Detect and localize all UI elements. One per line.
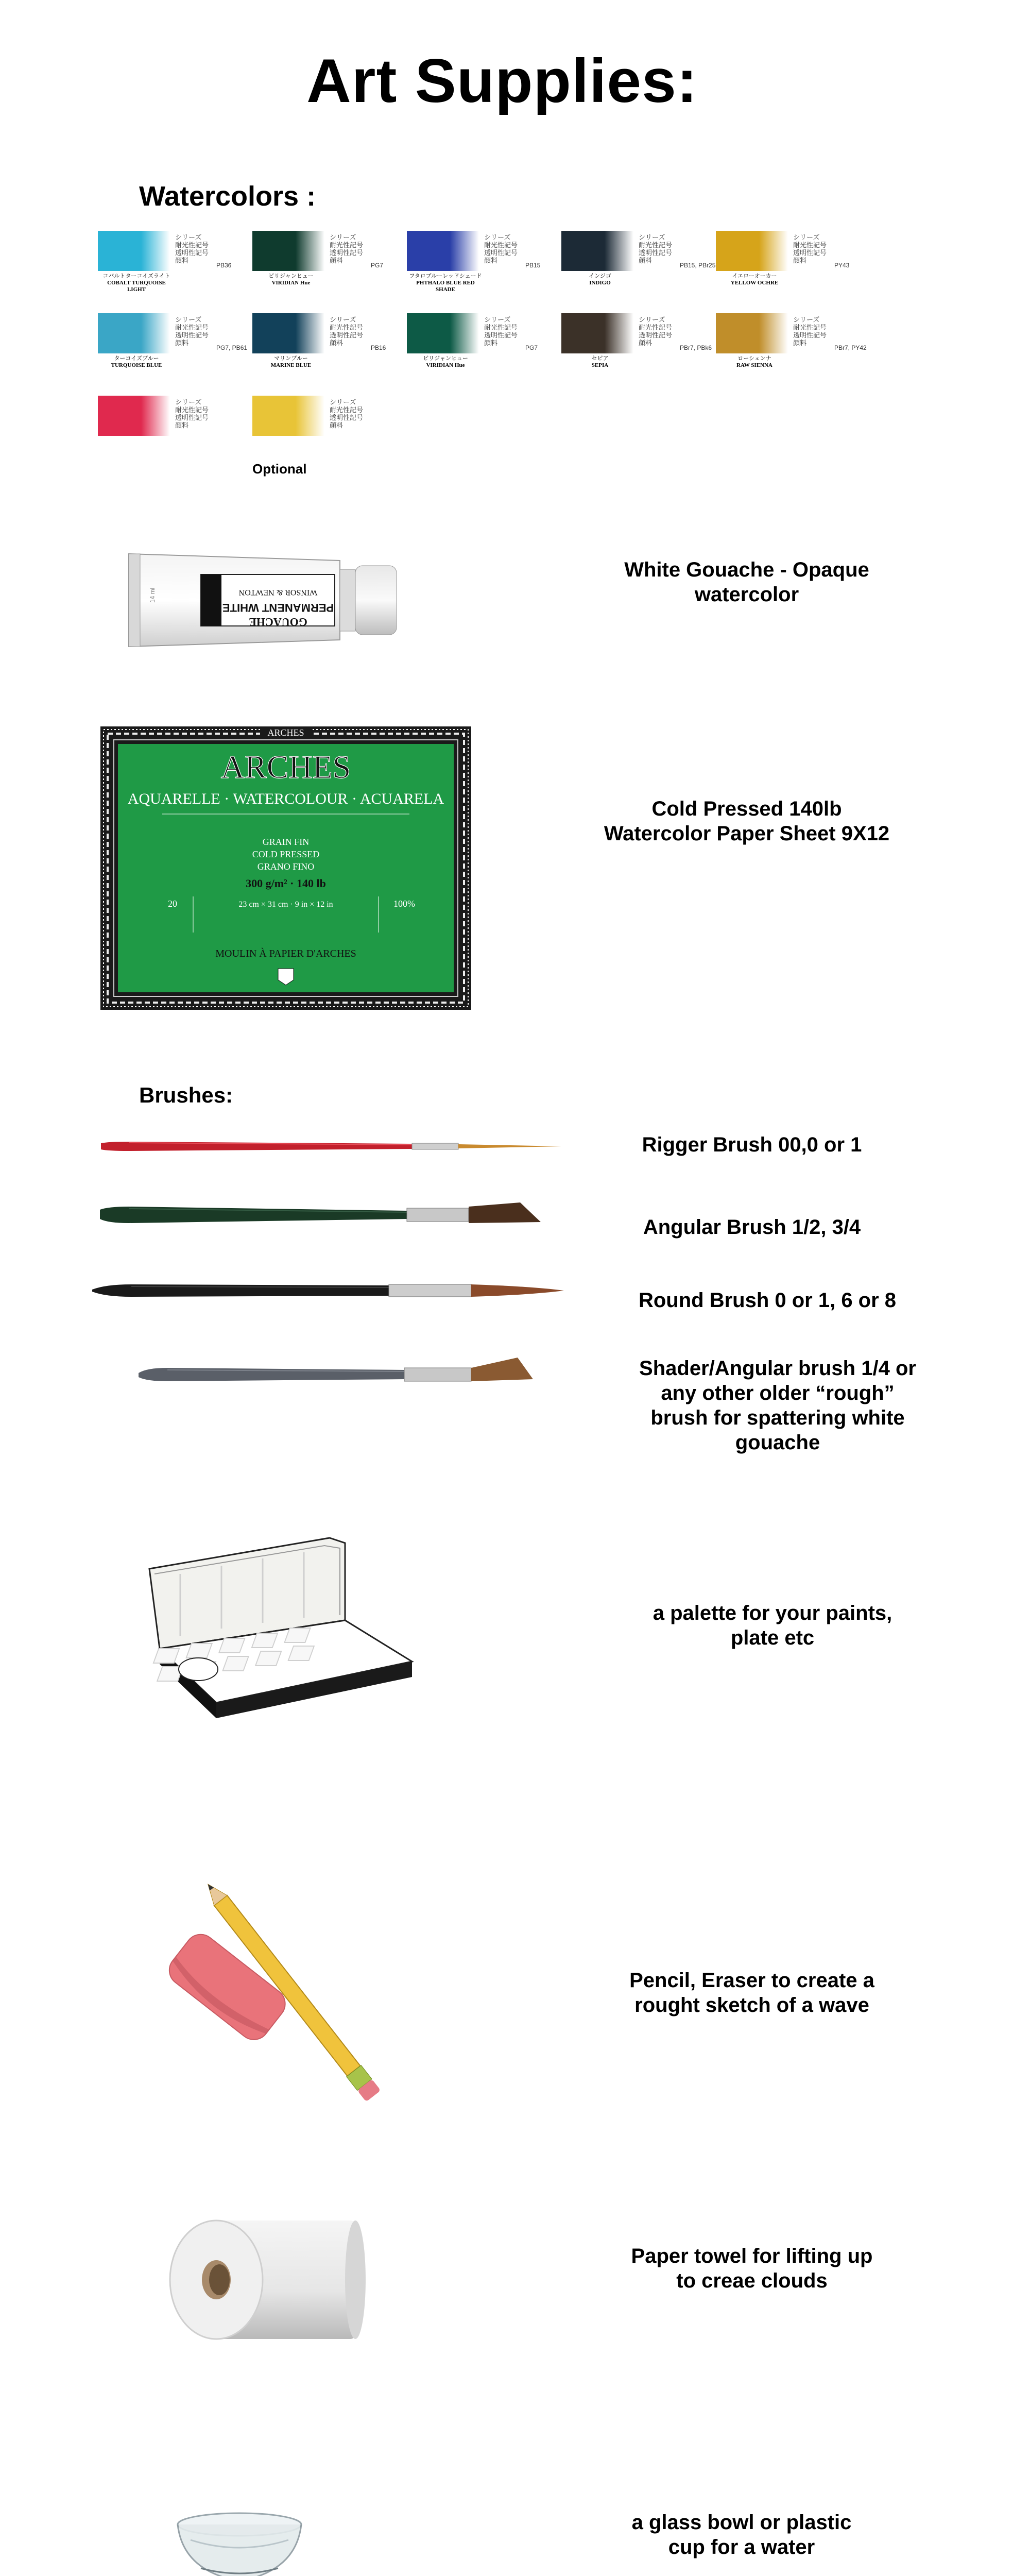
swatch-name: マリンブルー MARINE BLUE xyxy=(270,355,312,368)
arches-weight: 300 g/m² · 140 lb xyxy=(246,877,326,890)
arches-maker: MOULIN À PAPIER D'ARCHES xyxy=(215,948,356,959)
paint-swatch xyxy=(716,231,788,271)
pigment-code: PB36 xyxy=(216,262,232,269)
watercolor-swatch-grid xyxy=(98,231,922,447)
pigment-code: PB15 xyxy=(525,262,541,269)
gouache-size: 14 ml xyxy=(149,587,156,603)
paint-swatch xyxy=(716,313,788,353)
label-line: Shader/Angular brush 1/4 or xyxy=(639,1357,916,1380)
label-line: brush for spattering white xyxy=(650,1406,905,1429)
watercolor-swatch xyxy=(98,313,268,375)
item-label-paper-towel xyxy=(546,2244,958,2293)
label-line: Cold Pressed 140lb xyxy=(651,798,842,820)
swatch-name: ターコイズブルー TURQUOISE BLUE xyxy=(111,355,162,368)
gouache-line: GOUACHE xyxy=(249,616,307,629)
paint-swatch xyxy=(98,313,170,353)
swatch-meta: シリーズ 耐光性記号 透明性記号 顔料 xyxy=(793,234,827,265)
pigment-code: PG7, PB61 xyxy=(216,344,248,351)
arches-brand: ARCHES xyxy=(220,749,351,785)
swatch-meta: シリーズ 耐光性記号 透明性記号 顔料 xyxy=(484,316,518,347)
rigger-brush-image xyxy=(98,1133,561,1159)
watercolor-swatch xyxy=(252,396,422,457)
angular-brush-image xyxy=(98,1195,546,1236)
glass-bowl-image xyxy=(170,2509,309,2576)
label-line: cup for a water xyxy=(668,2536,815,2558)
paint-swatch xyxy=(98,396,170,436)
swatch-name: イエローオーカー YELLOW OCHRE xyxy=(730,273,779,286)
palette-image xyxy=(139,1533,417,1728)
paper-towel-image xyxy=(165,2215,366,2349)
optional-label: Optional xyxy=(252,461,307,477)
paint-swatch xyxy=(98,231,170,271)
swatch-meta: シリーズ 耐光性記号 透明性記号 顔料 xyxy=(484,234,518,265)
section-heading-watercolors: Watercolors : xyxy=(139,181,316,212)
paint-swatch xyxy=(252,313,324,353)
label-line: Pencil, Eraser to create a xyxy=(629,1969,874,1992)
swatch-meta: シリーズ 耐光性記号 透明性記号 顔料 xyxy=(639,234,673,265)
paint-swatch xyxy=(561,231,633,271)
gouache-color-name: PERMANENT WHITE xyxy=(222,601,334,614)
item-label-palette xyxy=(587,1601,958,1650)
label-line: Watercolor Paper Sheet 9X12 xyxy=(604,822,890,845)
pigment-code: PBr7, PBk6 xyxy=(680,344,712,351)
arches-sheets: 20 xyxy=(168,899,177,909)
brush-label-round xyxy=(592,1288,942,1313)
item-label-pencil xyxy=(546,1968,958,2018)
watercolor-swatch xyxy=(561,231,731,293)
arches-subtitle: AQUARELLE · WATERCOLOUR · ACUARELA xyxy=(127,790,444,807)
arches-grain-3: GRANO FINO xyxy=(257,861,315,872)
pigment-code: PB15, PBr25 xyxy=(680,262,716,269)
label-line: a glass bowl or plastic xyxy=(631,2511,852,2534)
paint-swatch xyxy=(407,231,479,271)
label-line: watercolor xyxy=(694,583,799,606)
watercolor-swatch xyxy=(561,313,731,375)
swatch-name: ローシェンナ RAW SIENNA xyxy=(736,355,772,368)
shader-brush-image xyxy=(136,1352,538,1394)
watercolor-swatch xyxy=(716,313,886,375)
swatch-meta: シリーズ 耐光性記号 透明性記号 顔料 xyxy=(330,234,364,265)
label-line: plate etc xyxy=(730,1626,815,1649)
swatch-meta: シリーズ 耐光性記号 透明性記号 顔料 xyxy=(330,399,364,430)
swatch-meta: シリーズ 耐光性記号 透明性記号 顔料 xyxy=(639,316,673,347)
label-line: gouache xyxy=(735,1431,820,1454)
brush-label-shader xyxy=(592,1356,963,1455)
arches-top-label: ARCHES xyxy=(267,727,304,738)
label-line: to creae clouds xyxy=(676,2269,828,2292)
arches-grain-1: GRAIN FIN xyxy=(262,837,310,847)
swatch-name: セピア SEPIA xyxy=(591,355,609,368)
paint-swatch xyxy=(252,231,324,271)
label-line: Rigger Brush 00,0 or 1 xyxy=(642,1133,862,1156)
pigment-code: PY43 xyxy=(834,262,850,269)
swatch-name: コバルトターコイズライト COBALT TURQUOISE LIGHT xyxy=(102,273,170,293)
watercolor-swatch xyxy=(716,231,886,293)
swatch-name: インジゴ INDIGO xyxy=(589,273,611,286)
section-heading-brushes: Brushes: xyxy=(139,1083,233,1107)
swatch-meta: シリーズ 耐光性記号 透明性記号 顔料 xyxy=(793,316,827,347)
swatch-meta: シリーズ 耐光性記号 透明性記号 顔料 xyxy=(175,234,209,265)
watercolor-swatch xyxy=(98,396,268,457)
pigment-code: PBr7, PY42 xyxy=(834,344,867,351)
item-label-arches xyxy=(536,796,958,846)
arches-size: 23 cm × 31 cm · 9 in × 12 in xyxy=(238,900,333,909)
arches-grain-2: COLD PRESSED xyxy=(252,849,320,859)
label-line: Angular Brush 1/2, 3/4 xyxy=(643,1216,861,1239)
pigment-code: PG7 xyxy=(371,262,384,269)
paint-swatch xyxy=(561,313,633,353)
label-line: rought sketch of a wave xyxy=(634,1994,869,2016)
swatch-meta: シリーズ 耐光性記号 透明性記号 顔料 xyxy=(175,399,209,430)
page-title: Art Supplies: xyxy=(306,46,698,115)
label-line: White Gouache - Opaque xyxy=(624,558,869,581)
watercolor-swatch xyxy=(252,313,422,375)
swatch-meta: シリーズ 耐光性記号 透明性記号 顔料 xyxy=(175,316,209,347)
swatch-name: ビリジャンヒュー VIRIDIAN Hue xyxy=(268,273,314,286)
label-line: Round Brush 0 or 1, 6 or 8 xyxy=(638,1289,897,1312)
pigment-code: PG7 xyxy=(525,344,538,351)
watercolor-swatch xyxy=(407,313,577,375)
arches-cotton: 100% xyxy=(393,899,415,909)
item-label-gouache xyxy=(536,557,958,607)
swatch-meta: シリーズ 耐光性記号 透明性記号 顔料 xyxy=(330,316,364,347)
pigment-code: PB16 xyxy=(371,344,386,351)
label-line: Paper towel for lifting up xyxy=(631,2245,873,2267)
label-line: any other older “rough” xyxy=(661,1382,895,1404)
label-line: a palette for your paints, xyxy=(653,1602,892,1624)
swatch-name: フタロブルーレッドシェード PHTHALO BLUE RED SHADE xyxy=(409,273,482,293)
gouache-tube-image xyxy=(124,546,402,654)
brush-label-rigger xyxy=(592,1132,912,1157)
swatch-name: ビリジャンヒュー VIRIDIAN Hue xyxy=(423,355,468,368)
paint-swatch xyxy=(252,396,324,436)
paint-swatch xyxy=(407,313,479,353)
watercolor-swatch xyxy=(98,231,268,293)
pencil-eraser-image xyxy=(154,1875,433,2112)
watercolor-swatch xyxy=(407,231,577,293)
item-label-bowl xyxy=(536,2510,948,2560)
arches-paper-image xyxy=(100,726,471,1010)
gouache-brand: WINSOR & NEWTON xyxy=(238,588,318,597)
watercolor-swatch xyxy=(252,231,422,293)
brush-label-angular xyxy=(592,1215,912,1240)
round-brush-image xyxy=(90,1275,564,1306)
